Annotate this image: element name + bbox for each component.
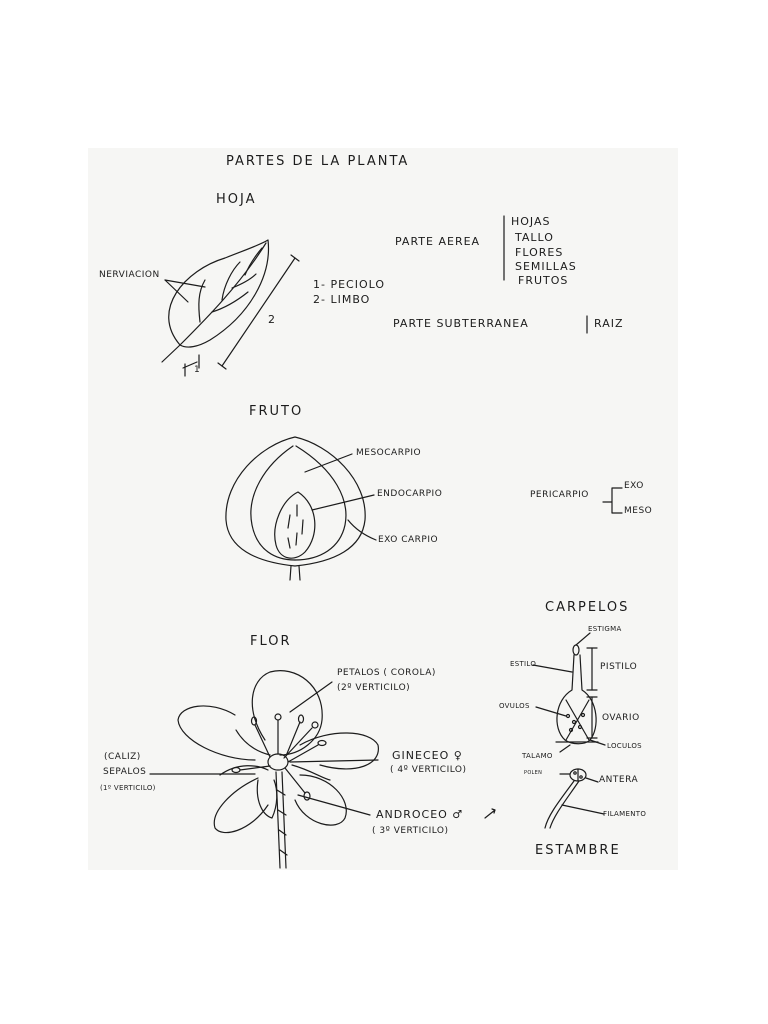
gineceo-sub: ( 4º VERTICILO) [390, 765, 467, 775]
page-title: PARTES DE LA PLANTA [226, 154, 410, 169]
androceo-sub: ( 3º VERTICILO) [372, 826, 449, 836]
ovulos-label: OVULOS [499, 702, 530, 710]
estigma-label: ESTIGMA [588, 625, 622, 633]
sepalos-label: SEPALOS [103, 767, 147, 777]
petalos-sub: (2º VERTICILO) [337, 683, 411, 693]
sepalos-sub: (1º VERTICILO) [100, 784, 156, 792]
sepal-2 [236, 730, 270, 755]
petal-left [178, 706, 255, 760]
mesocarpio-label: MESOCARPIO [356, 448, 422, 458]
aerea-item-tallo: TALLO [515, 231, 554, 244]
estilo-label: ESTILO [510, 660, 537, 668]
parte-aerea-label: PARTE AEREA [395, 235, 481, 248]
aerea-item-semillas: SEMILLAS [515, 260, 577, 273]
loculos-label: LOCULOS [607, 742, 642, 750]
petal-right [300, 733, 378, 769]
antera-label: ANTERA [599, 775, 639, 785]
gineceo-label: GINECEO ♀ [392, 749, 463, 762]
style-and-ovary [557, 655, 596, 744]
peciolo-label: 1- PECIOLO [313, 278, 386, 291]
parte-subterranea-label: PARTE SUBTERRANEA [393, 317, 529, 330]
petal-bottom-right [295, 775, 346, 825]
caliz-label: (CALIZ) [104, 752, 141, 762]
aerea-item-flores: FLORES [515, 246, 564, 259]
estambre-label: ESTAMBRE [535, 843, 621, 858]
hoja-heading: HOJA [216, 192, 257, 207]
polen-label: POLEN [524, 770, 543, 776]
leaf-blade [169, 240, 269, 347]
sepal-3 [257, 780, 276, 818]
leaf-drawing [162, 240, 299, 376]
carpelos-heading: CARPELOS [545, 600, 630, 615]
fruit-drawing [226, 437, 376, 580]
exocarpio-label: EXO CARPIO [378, 535, 439, 545]
talamo-label: TALAMO [522, 752, 553, 760]
dimension-2: 2 [268, 313, 276, 326]
endocarpio-label: ENDOCARPIO [377, 489, 443, 499]
pericarpio-bracket [603, 488, 622, 513]
flor-heading: FLOR [250, 634, 292, 649]
dimension-1: 1 [194, 365, 201, 375]
meso-label: MESO [624, 506, 653, 516]
limbo-label: 2- LIMBO [313, 293, 371, 306]
petalos-label: PETALOS ( COROLA) [337, 668, 436, 678]
stigma [573, 645, 579, 655]
sepal-4 [292, 765, 330, 780]
filamento-label: FILAMENTO [603, 810, 647, 818]
pericarpio-label: PERICARPIO [530, 490, 589, 500]
raiz-label: RAIZ [594, 317, 624, 330]
carpel-drawing [533, 633, 605, 828]
pistilo-label: PISTILO [600, 662, 638, 672]
nervacion-label: NERVIACION [99, 270, 160, 280]
exo-label: EXO [624, 481, 644, 491]
aerea-item-frutos: FRUTOS [518, 274, 569, 287]
androceo-label: ANDROCEO ♂ [376, 808, 464, 821]
aerea-item-hojas: HOJAS [511, 215, 551, 228]
ovario-label: OVARIO [602, 713, 640, 723]
fruit-endocarp-seed [275, 492, 315, 558]
fruto-heading: FRUTO [249, 404, 304, 419]
